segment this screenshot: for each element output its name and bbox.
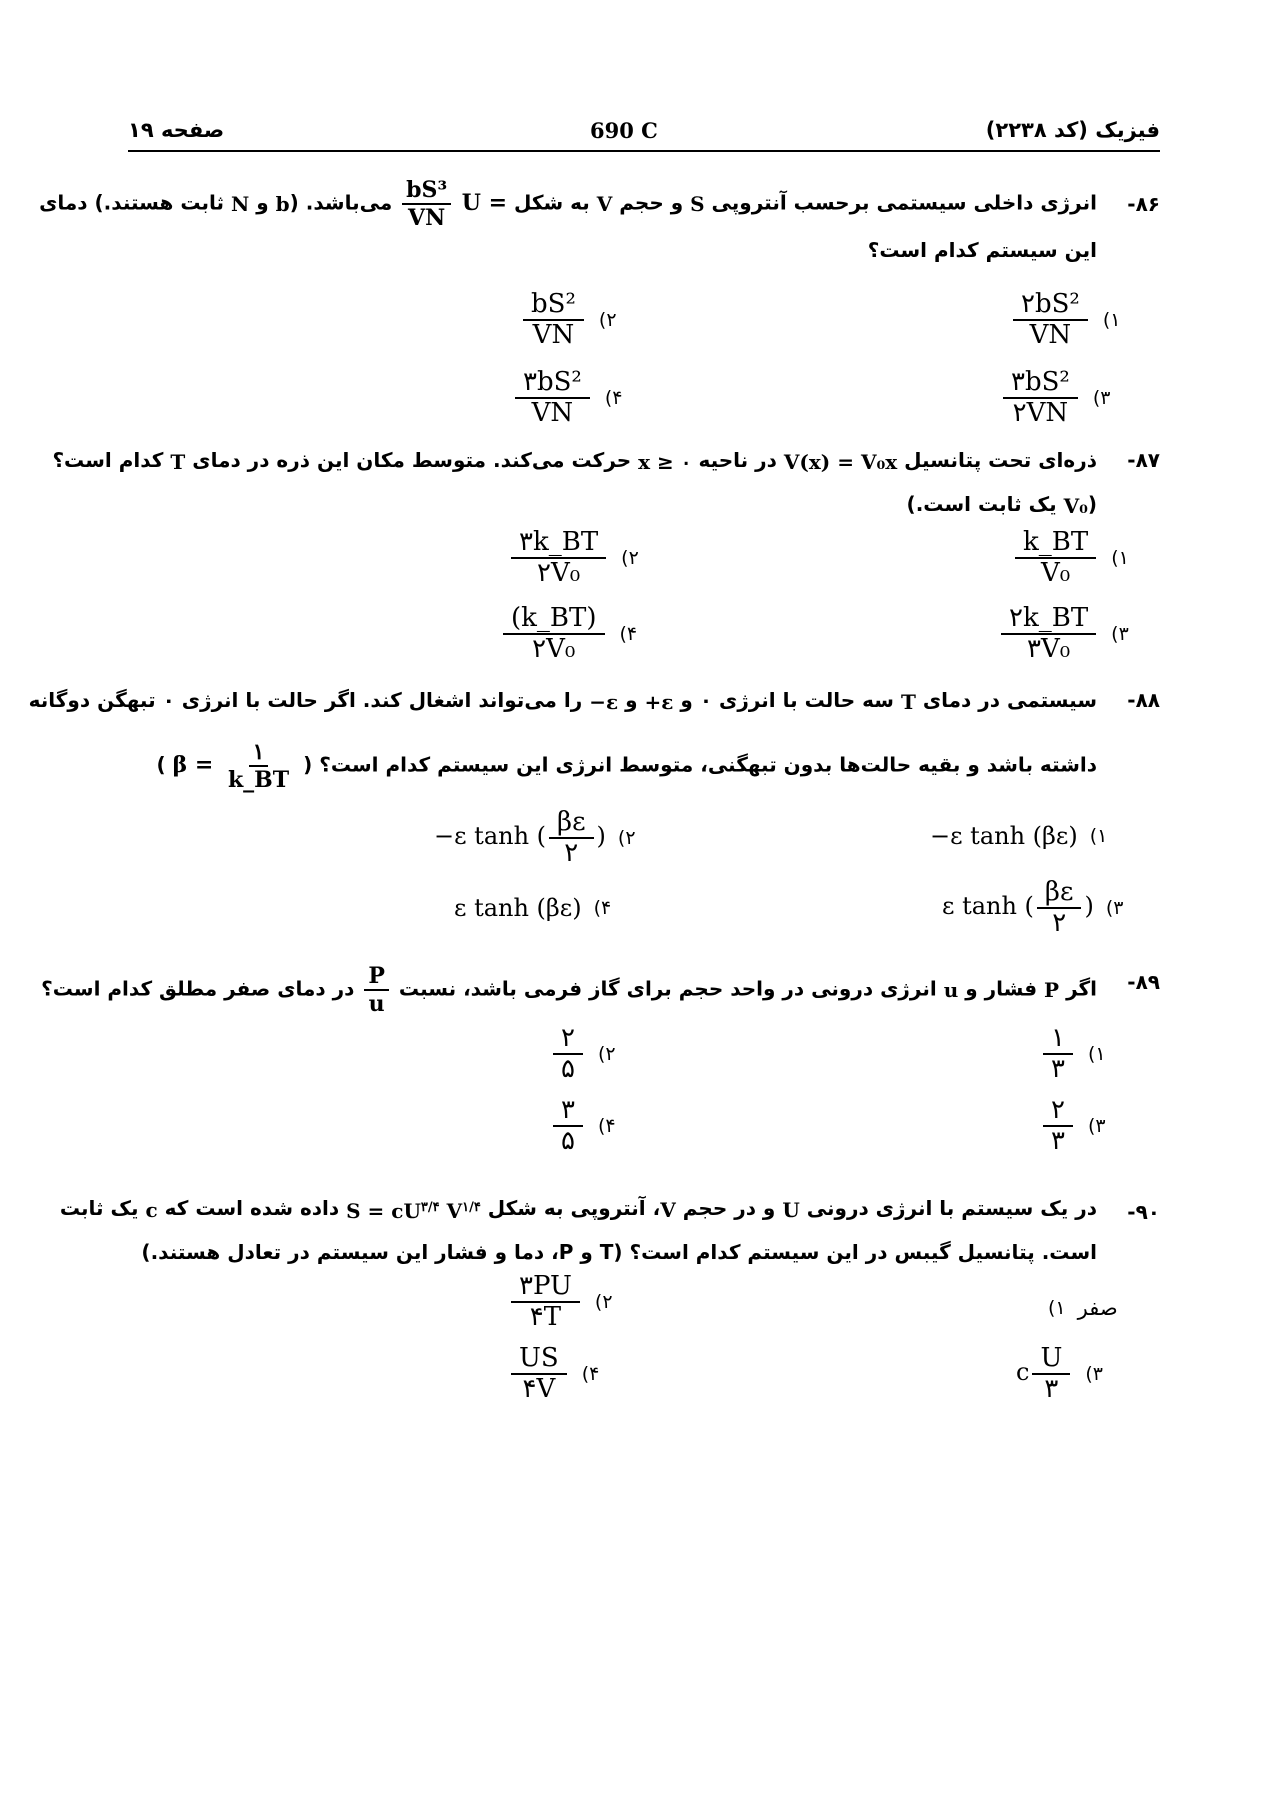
option[interactable]: $\frac{US}{۴V}$ ۴) — [508, 1344, 599, 1403]
option[interactable]: $\frac{۲k\_BT}{\text{۳V₀}}$ ۳) — [998, 604, 1129, 663]
option[interactable]: c $\frac{U}{۳}$ ۳) — [1016, 1343, 1104, 1404]
question-text-cont: (V₀ یک ثابت است.) — [906, 492, 1097, 518]
question-number: ۹۰- — [1127, 1200, 1160, 1224]
option[interactable]: $\frac{۲}{۳}$ ۳) — [1040, 1096, 1106, 1155]
option[interactable]: $\frac{\text{۳bS²}}{۲VN}$ ۳) — [1000, 368, 1110, 427]
question-text: در یک سیستم با انرژی درونی U و در حجم V، آنتروپی به شکل $S = cU^{۳/۴}$ $V^{۱/۴}$ داده شده است که c یک ثابت — [60, 1194, 1097, 1225]
question-number: ۸۶- — [1127, 192, 1160, 216]
exam-code: 690 C — [590, 118, 658, 143]
question-number: ۸۷- — [1127, 448, 1160, 472]
option[interactable]: −ε tanh (βε) ۱) — [930, 822, 1108, 850]
option[interactable]: $\frac{۱}{۳}$ ۱) — [1040, 1024, 1106, 1083]
option[interactable]: −ε tanh ( $\frac{\beta\varepsilon}{۲}$ ) ۲) — [434, 807, 636, 868]
option[interactable]: $\frac{\text{bS²}}{VN}$ ۲) — [520, 290, 617, 349]
option[interactable]: ε tanh (βε) ۴) — [454, 894, 612, 922]
question-text-cont: داشته باشد و بقیه حالت‌ها بدون تبهگنی، متوسط انرژی این سیستم کدام است؟ ( β = $\frac{۱}{k\_BT}$ ) — [156, 739, 1097, 794]
option[interactable]: $\frac{۳PU}{۴T}$ ۲) — [508, 1272, 613, 1331]
option[interactable]: $\frac{(k\_BT)}{\text{۲V₀}}$ ۴) — [500, 604, 637, 663]
option[interactable]: $\frac{۲}{۵}$ ۲) — [550, 1024, 616, 1083]
question-text-cont: این سیستم کدام است؟ — [867, 238, 1097, 262]
question-text: انرژی داخلی سیستمی برحسب آنتروپی S و حجم V به شکل $\frac{\text{bS³}}{VN}$ U = می‌باشد. (b و N ثابت هستند.) دمای — [39, 177, 1097, 232]
option[interactable]: $\frac{k\_BT}{\text{V₀}}$ ۱) — [1012, 528, 1129, 587]
question-number: ۸۹- — [1127, 970, 1160, 994]
page-number: صفحه ۱۹ — [128, 118, 225, 142]
question-number: ۸۸- — [1127, 688, 1160, 712]
question-text: سیستمی در دمای T سه حالت با انرژی ۰ و +ε و −ε را می‌تواند اشغال کند. اگر حالت با انرژی ۰ تبهگن دوگانه — [28, 688, 1097, 714]
subject-title: فیزیک (کد ۲۲۳۸) — [985, 118, 1160, 142]
option[interactable]: ۱) صفر — [1048, 1296, 1118, 1320]
header-divider — [128, 150, 1160, 152]
question-text: اگر P فشار و u انرژی درونی در واحد حجم برای گاز فرمی باشد، نسبت $\frac{P}{u}$ در دمای صفر مطلق کدام است؟ — [41, 963, 1097, 1018]
option[interactable]: $\frac{۳}{۵}$ ۴) — [550, 1096, 616, 1155]
entropy-formula: $S = cU^{۳/۴}$ $V^{۱/۴}$ — [346, 1199, 481, 1224]
option[interactable]: $\frac{۳k\_BT}{\text{۲V₀}}$ ۲) — [508, 528, 639, 587]
question-text: ذره‌ای تحت پتانسیل V(x) = V₀x در ناحیه x ≥ ۰ حرکت می‌کند. متوسط مکان این ذره در دمای T کدام است؟ — [52, 448, 1097, 474]
energy-formula: $\frac{\text{bS³}}{VN}$ — [402, 178, 451, 230]
option[interactable]: $\frac{\text{۲bS²}}{VN}$ ۱) — [1010, 290, 1120, 349]
option[interactable]: $\frac{\text{۳bS²}}{VN}$ ۴) — [512, 368, 622, 427]
option[interactable]: ε tanh ( $\frac{\beta\varepsilon}{۲}$ ) ۳) — [942, 877, 1124, 938]
question-text-cont: است. پتانسیل گیبس در این سیستم کدام است؟ (T و P، دما و فشار این سیستم در تعادل هستند.) — [141, 1240, 1097, 1264]
